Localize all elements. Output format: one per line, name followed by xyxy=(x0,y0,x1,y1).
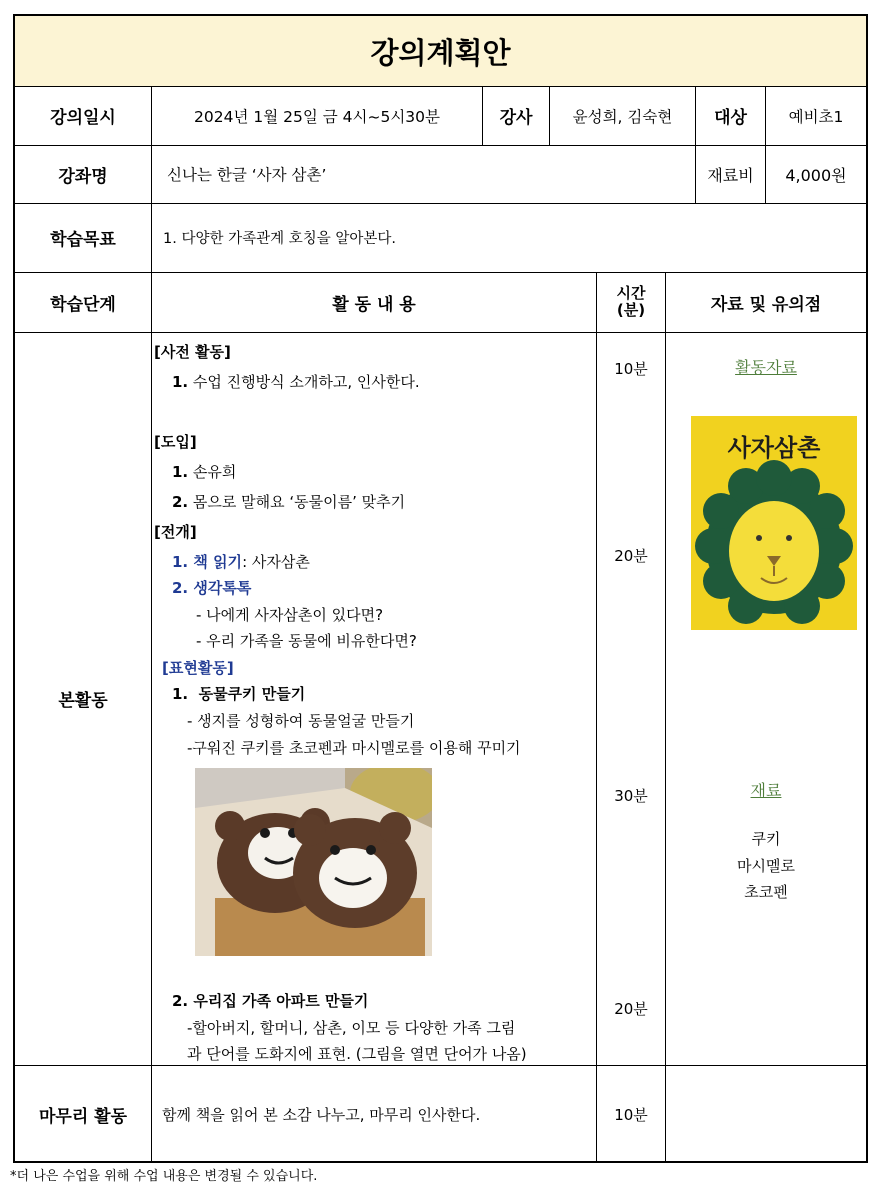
dev-item-2: 2. 생각톡톡 xyxy=(172,579,252,597)
course-value: 신나는 한글 ‘사자 삼촌’ xyxy=(167,166,327,184)
supply-item-marshmallow: 마시멜로 xyxy=(737,857,795,875)
expression-heading: [표현활동] xyxy=(162,659,234,677)
fee-value: 4,000원 xyxy=(785,165,847,185)
pre-item-1-num: 1. xyxy=(172,373,189,391)
time-header xyxy=(597,272,665,332)
pre-item-1-text: 수업 진행방식 소개하고, 인사한다. xyxy=(188,373,420,391)
lesson-plan-table xyxy=(13,14,868,1163)
cookie-photo xyxy=(195,768,432,956)
closing-stage-label: 마무리 활동 xyxy=(38,1106,128,1127)
time-apartment: 20분 xyxy=(614,1000,648,1018)
development-heading: [전개] xyxy=(154,523,197,541)
supply-item-chocopen: 초코펜 xyxy=(744,883,788,901)
dev-sub-2: - 우리 가족을 동물에 비유한다면? xyxy=(196,632,417,650)
activity-materials-link[interactable]: 활동자료 xyxy=(735,358,797,377)
materials-header: 자료 및 유의점 xyxy=(710,294,822,315)
instructor-value: 윤성희, 김숙현 xyxy=(572,107,673,126)
intro-item-1-text: 손유희 xyxy=(188,463,237,481)
closing-time: 10분 xyxy=(614,1105,648,1124)
footnote: *더 나은 수업을 위해 수업 내용은 변경될 수 있습니다. xyxy=(10,1169,318,1184)
time-header-line2: (분) xyxy=(616,301,646,319)
expr-sub-2: -구워진 쿠키를 초코펜과 마시멜로를 이용해 꾸미기 xyxy=(187,739,521,757)
date-label: 강의일시 xyxy=(50,108,116,128)
instructor-label: 강사 xyxy=(499,108,533,128)
intro-item-2 xyxy=(172,492,405,512)
intro-item-2-num: 2. xyxy=(172,493,189,511)
main-stage-label: 본활동 xyxy=(58,691,108,711)
time-pre: 10분 xyxy=(614,360,648,378)
book-cover xyxy=(691,416,857,630)
expr-item-2-desc-1: -할아버지, 할머니, 삼촌, 이모 등 다양한 가족 그림 xyxy=(187,1019,516,1037)
col-divider xyxy=(665,272,666,1163)
supplies-link[interactable]: 재료 xyxy=(750,781,782,800)
dev-item-1-text: : 사자삼촌 xyxy=(242,553,310,571)
activity-header: 활 동 내 용 xyxy=(332,294,416,315)
intro-item-1-num: 1. xyxy=(172,463,189,481)
dev-item-1 xyxy=(172,552,310,572)
target-label: 대상 xyxy=(714,108,747,128)
supply-item-cookie: 쿠키 xyxy=(751,830,781,848)
dev-item-1-num: 1. 책 읽기 xyxy=(172,553,243,571)
dev-sub-1: - 나에게 사자삼촌이 있다면? xyxy=(196,606,384,624)
intro-item-1 xyxy=(172,462,236,482)
stage-header: 학습단계 xyxy=(50,294,116,315)
closing-content: 함께 책을 읽어 본 소감 나누고, 마무리 인사한다. xyxy=(162,1105,481,1124)
intro-item-2-text: 몸으로 말해요 ‘동물이름’ 맞추기 xyxy=(188,493,406,511)
time-cookie: 30분 xyxy=(614,787,648,805)
intro-heading: [도입] xyxy=(154,433,197,451)
pre-item-1 xyxy=(172,372,420,392)
book-cover-title: 사자삼촌 xyxy=(727,434,821,462)
expr-item-2-desc-2: 과 단어를 도화지에 표현. (그림을 열면 단어가 나옴) xyxy=(187,1045,527,1063)
date-value: 2024년 1월 25일 금 4시~5시30분 xyxy=(194,107,440,126)
pre-activity-heading: [사전 활동] xyxy=(154,343,231,361)
fee-label: 재료비 xyxy=(707,165,754,185)
col-divider xyxy=(151,86,152,1163)
goal-value: 1. 다양한 가족관계 호칭을 알아본다. xyxy=(163,231,396,247)
expr-sub-1: - 생지를 성형하여 동물얼굴 만들기 xyxy=(187,712,415,730)
time-intro-dev: 20분 xyxy=(614,547,648,565)
expr-item-2: 2. 우리집 가족 아파트 만들기 xyxy=(172,992,369,1010)
expr-item-1: 1. 동물쿠키 만들기 xyxy=(172,685,306,703)
goal-label: 학습목표 xyxy=(50,230,116,250)
time-header-line1: 시간 xyxy=(616,284,646,302)
cookie-photo-illustration xyxy=(195,768,432,956)
target-value: 예비초1 xyxy=(788,107,844,126)
course-label: 강좌명 xyxy=(58,166,108,187)
col-divider xyxy=(596,272,597,1163)
page-title: 강의계획안 xyxy=(370,35,511,70)
